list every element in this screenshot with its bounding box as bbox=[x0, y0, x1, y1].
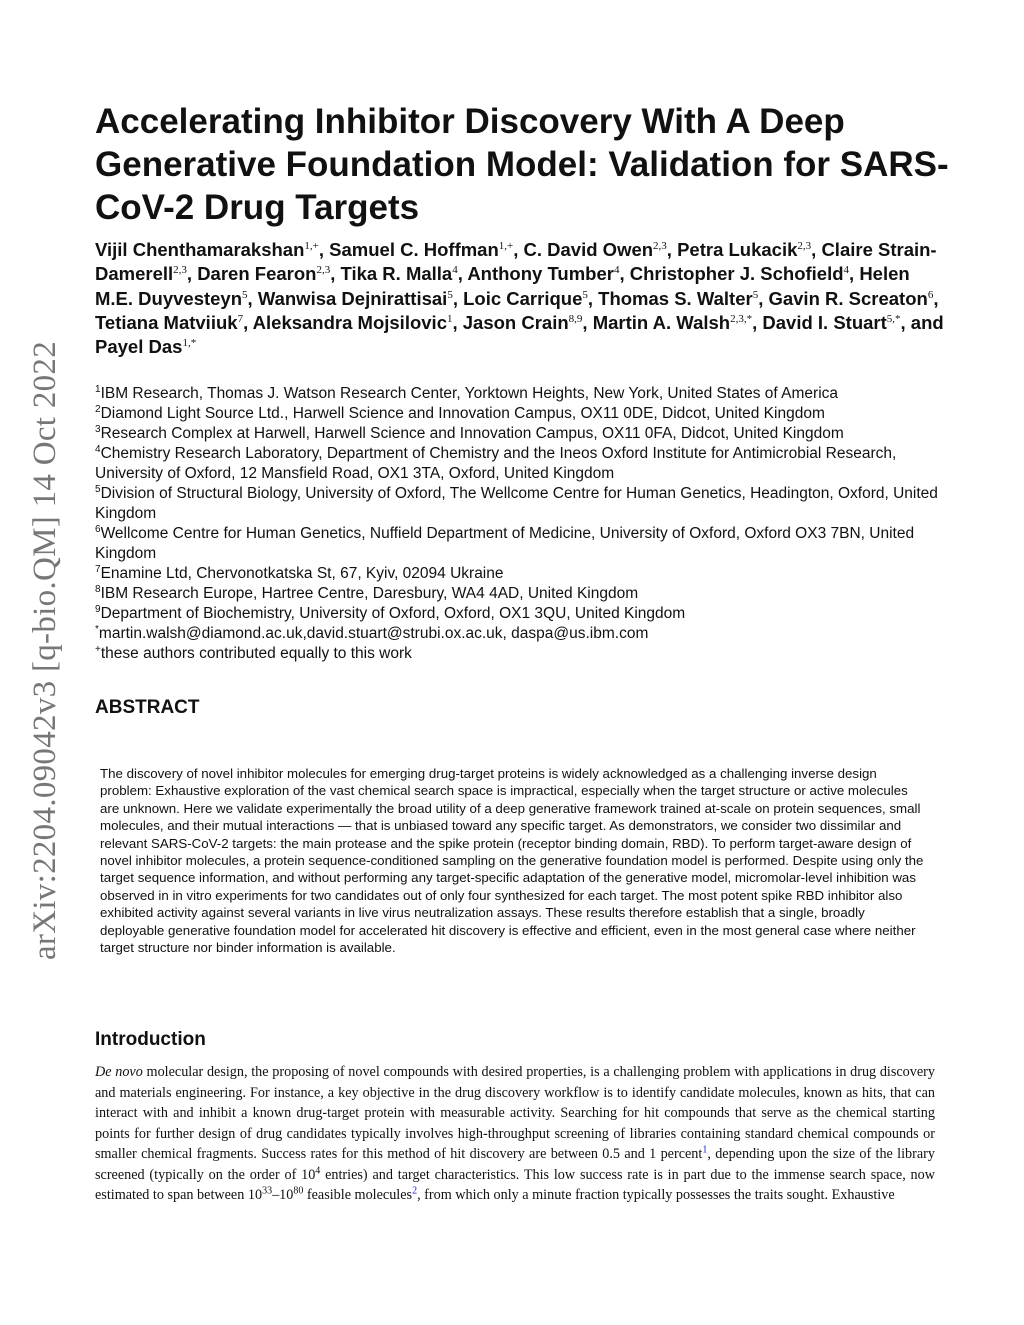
affiliation-text: Chemistry Research Laboratory, Department of Chemistry and the Ineos Oxford Institute for Antimicrobial Research, University of Oxford, 12 Mansfield Road, OX1 3TA, Oxford, United Kingdom bbox=[95, 445, 897, 482]
author-name: Loic Carrique bbox=[463, 287, 583, 309]
author-name: Samuel C. Hoffman bbox=[329, 239, 499, 260]
intro-text: molecular design, the proposing of novel compounds with desired properties, is a challenging problem with applications in drug discovery and materials engineering. For instance, a key objective in the drug discovery workflow is to identify candidate molecules, known as hits, that can interact with and inhibit a known drug-target protein with measurable activity. Searching for hit compounds that serve as the chemical starting points for further design of drug candidates typically involves high-throughput screening of libraries containing standard chemical compounds or smaller chemical fragments. Success rates for this method of hit discovery are between 0.5 and 1 percent bbox=[95, 1064, 935, 1162]
affiliation-text: Enamine Ltd, Chervonotkatska St, 67, Kyiv, 02094 Ukraine bbox=[100, 565, 504, 582]
author bbox=[258, 288, 453, 309]
author-affiliation-mark: 1,+ bbox=[498, 239, 514, 252]
author-separator: , bbox=[666, 239, 678, 260]
affiliation-mark: 8 bbox=[95, 583, 101, 595]
author-name: Tika R. Malla bbox=[340, 263, 453, 285]
author-affiliation-mark: 4 bbox=[843, 264, 850, 277]
affiliation-mark: 6 bbox=[95, 523, 101, 535]
affiliation-text: Research Complex at Harwell, Harwell Science and Innovation Campus, OX11 0FA, Didcot, United Kingdom bbox=[100, 425, 844, 442]
affiliation bbox=[95, 644, 945, 664]
affiliation bbox=[95, 404, 945, 424]
intro-text: , depending upon the size of the library screened (typically on the order of 10 bbox=[95, 1146, 935, 1183]
author-separator: , bbox=[811, 239, 822, 260]
author-affiliation-mark: 4 bbox=[613, 264, 620, 277]
author-separator: , bbox=[457, 263, 468, 285]
author-name: Aleksandra Mojsilovic bbox=[252, 311, 447, 333]
author-separator: , and bbox=[900, 311, 944, 333]
author bbox=[762, 312, 900, 333]
author bbox=[95, 336, 196, 357]
author-affiliation-mark: 5 bbox=[447, 288, 453, 301]
author-affiliation-mark: 4 bbox=[452, 264, 458, 277]
affiliation-mark: 9 bbox=[95, 603, 101, 615]
author bbox=[630, 263, 849, 284]
author-separator: , bbox=[330, 263, 341, 285]
author-separator: , bbox=[452, 311, 463, 333]
author bbox=[253, 312, 453, 333]
affiliation-mark: 2 bbox=[95, 403, 101, 415]
affiliation bbox=[95, 484, 945, 524]
author-list bbox=[95, 238, 945, 359]
author-affiliation-mark: 6 bbox=[927, 288, 934, 301]
affiliation-text: martin.walsh@diamond.ac.uk,david.stuart@strubi.ox.ac.uk, daspa@us.ibm.com bbox=[98, 625, 649, 642]
affiliation-mark: 5 bbox=[95, 483, 101, 495]
author-separator: , bbox=[318, 239, 330, 260]
author bbox=[95, 312, 243, 333]
affiliation bbox=[95, 624, 945, 644]
affiliation-mark: 3 bbox=[95, 423, 101, 435]
author-name: Anthony Tumber bbox=[467, 263, 614, 285]
author-name: Gavin R. Screaton bbox=[768, 287, 928, 309]
author-separator: , bbox=[243, 311, 253, 333]
affiliation-text: IBM Research, Thomas J. Watson Research Center, Yorktown Heights, New York, United States of America bbox=[100, 385, 839, 402]
author bbox=[768, 288, 933, 309]
affiliation-text: IBM Research Europe, Hartree Centre, Daresbury, WA4 4AD, United Kingdom bbox=[100, 585, 639, 602]
author-separator: , bbox=[186, 263, 198, 285]
affiliation-text: Diamond Light Source Ltd., Harwell Science and Innovation Campus, OX11 0DE, Didcot, United Kingdom bbox=[100, 405, 825, 422]
author bbox=[467, 263, 619, 284]
affiliation-text: Division of Structural Biology, University of Oxford, The Wellcome Centre for Human Genetics, Headington, Oxford, United Kingdom bbox=[95, 485, 938, 522]
affiliation bbox=[95, 424, 945, 444]
author-name: Martin A. Walsh bbox=[592, 311, 731, 333]
paper-title: Accelerating Inhibitor Discovery With A Deep Generative Foundation Model: Validation for SARS-CoV-2 Drug Targets bbox=[95, 102, 949, 227]
author bbox=[524, 239, 667, 260]
affiliation bbox=[95, 444, 945, 484]
author-name: Wanwisa Dejnirattisai bbox=[257, 287, 448, 309]
author-affiliation-mark: 1 bbox=[446, 312, 453, 325]
abstract-heading: ABSTRACT bbox=[95, 697, 200, 718]
arxiv-identifier: arXiv:2204.09042v3 [q-bio.QM] 14 Oct 2022 bbox=[27, 340, 64, 960]
author-separator: , bbox=[933, 287, 939, 309]
author-affiliation-mark: 2,3 bbox=[797, 239, 812, 252]
author-separator: , bbox=[513, 239, 524, 260]
intro-text: feasible molecules bbox=[303, 1187, 413, 1203]
author-name: Petra Lukacik bbox=[677, 239, 798, 260]
affiliation-mark: 7 bbox=[95, 563, 101, 575]
affiliation-mark: 4 bbox=[95, 443, 101, 455]
author-affiliation-mark: 8,9 bbox=[568, 312, 583, 325]
author bbox=[340, 263, 457, 284]
author bbox=[463, 312, 583, 333]
intro-text: entries) and target characteristics. This low success rate is in part due to the immense search space, now estimated to span between 10 bbox=[95, 1166, 935, 1203]
affiliation bbox=[95, 584, 945, 604]
introduction-paragraph bbox=[95, 1062, 935, 1206]
author bbox=[329, 239, 513, 260]
affiliation bbox=[95, 604, 945, 624]
author-name: Claire Strain-Damerell bbox=[95, 239, 937, 285]
affiliation bbox=[95, 524, 945, 564]
author bbox=[463, 288, 588, 309]
affiliation bbox=[95, 384, 945, 404]
citation-link[interactable]: 1 bbox=[702, 1144, 708, 1156]
author-name: C. David Owen bbox=[523, 239, 654, 260]
exponent: 4 bbox=[315, 1164, 321, 1176]
author-affiliation-mark: 2,3 bbox=[653, 239, 667, 252]
affiliation-text: these authors contributed equally to this work bbox=[100, 645, 412, 662]
affiliation-mark: * bbox=[95, 623, 99, 635]
author-separator: , bbox=[452, 287, 464, 309]
citation-link[interactable]: 2 bbox=[412, 1185, 418, 1197]
author-name: Jason Crain bbox=[462, 311, 569, 333]
author-name: Vijil Chenthamarakshan bbox=[95, 239, 305, 260]
author bbox=[197, 263, 330, 284]
author-affiliation-mark: 5 bbox=[752, 288, 759, 301]
author-separator: , bbox=[619, 263, 630, 285]
author-name: Helen M.E. Duyvesteyn bbox=[95, 263, 910, 309]
introduction-heading: Introduction bbox=[95, 1029, 206, 1050]
author bbox=[598, 288, 758, 309]
intro-text: –10 bbox=[272, 1187, 294, 1203]
author bbox=[677, 239, 811, 260]
intro-italic-lead: De novo bbox=[95, 1064, 143, 1080]
author-affiliation-mark: 5 bbox=[242, 288, 248, 301]
author-separator: , bbox=[587, 287, 599, 309]
author-affiliation-mark: 2,3 bbox=[173, 264, 187, 277]
author bbox=[95, 239, 319, 260]
author-name: Daren Fearon bbox=[197, 263, 317, 285]
author-name: Payel Das bbox=[95, 336, 183, 358]
exponent: 80 bbox=[293, 1185, 304, 1197]
author-name: Christopher J. Schofield bbox=[629, 263, 844, 285]
affiliation-mark: + bbox=[95, 643, 101, 655]
author-name: Thomas S. Walter bbox=[598, 287, 753, 309]
author-separator: , bbox=[582, 311, 593, 333]
author-separator: , bbox=[849, 263, 860, 285]
author-separator: , bbox=[752, 311, 763, 333]
author-affiliation-mark: 2,3,* bbox=[730, 312, 753, 325]
author-name: David I. Stuart bbox=[762, 311, 887, 333]
affiliation bbox=[95, 564, 945, 584]
abstract-text: The discovery of novel inhibitor molecules for emerging drug-target proteins is widely acknowledged as a challenging inverse design problem: Exhaustive exploration of the vast chemical search space is impractical, especially when the target structure or active molecules are unknown. Here we validate experimentally the broad utility of a deep generative framework trained at-scale on protein sequences, small molecules, and their mutual interactions — that is unbiased toward any specific target. As demonstrators, we consider two dissimilar and relevant SARS-CoV-2 targets: the main protease and the spike protein (receptor binding domain, RBD). To perform target-aware design of novel inhibitor molecules, a protein sequence-conditioned sampling on the generative foundation model is performed. Despite using only the target sequence information, and without performing any target-specific adaptation of the generative model, micromolar-level inhibition was observed in in vitro experiments for two candidates out of only four synthesized for each target. The most potent spike RBD inhibitor also exhibited activity against several variants in live virus neutralization assays. These results therefore establish that a single, broadly deployable generative foundation model for accelerated hit discovery is effective and efficient, even in the most general case where neither target structure nor binder information is available. bbox=[100, 766, 924, 956]
affiliation-mark: 1 bbox=[95, 383, 101, 395]
author-separator: , bbox=[758, 287, 769, 309]
author-affiliation-mark: 5,* bbox=[886, 312, 901, 325]
arxiv-sidebar bbox=[22, 330, 70, 970]
author-affiliation-mark: 7 bbox=[237, 312, 244, 325]
author-affiliation-mark: 5 bbox=[582, 288, 588, 301]
intro-text: , from which only a minute fraction typically possesses the traits sought. Exhaustive bbox=[417, 1187, 895, 1203]
author-separator: , bbox=[247, 287, 258, 309]
author bbox=[593, 312, 752, 333]
affiliation-list bbox=[95, 384, 945, 664]
author-affiliation-mark: 1,* bbox=[182, 337, 197, 350]
exponent: 33 bbox=[262, 1185, 273, 1197]
author-name: Tetiana Matviiuk bbox=[95, 311, 238, 333]
affiliation-text: Wellcome Centre for Human Genetics, Nuffield Department of Medicine, University of Oxford, Oxford OX3 7BN, United Kingdom bbox=[95, 525, 915, 562]
author-affiliation-mark: 2,3 bbox=[316, 264, 331, 277]
author-affiliation-mark: 1,+ bbox=[304, 239, 319, 252]
affiliation-text: Department of Biochemistry, University of Oxford, Oxford, OX1 3QU, United Kingdom bbox=[100, 605, 686, 622]
